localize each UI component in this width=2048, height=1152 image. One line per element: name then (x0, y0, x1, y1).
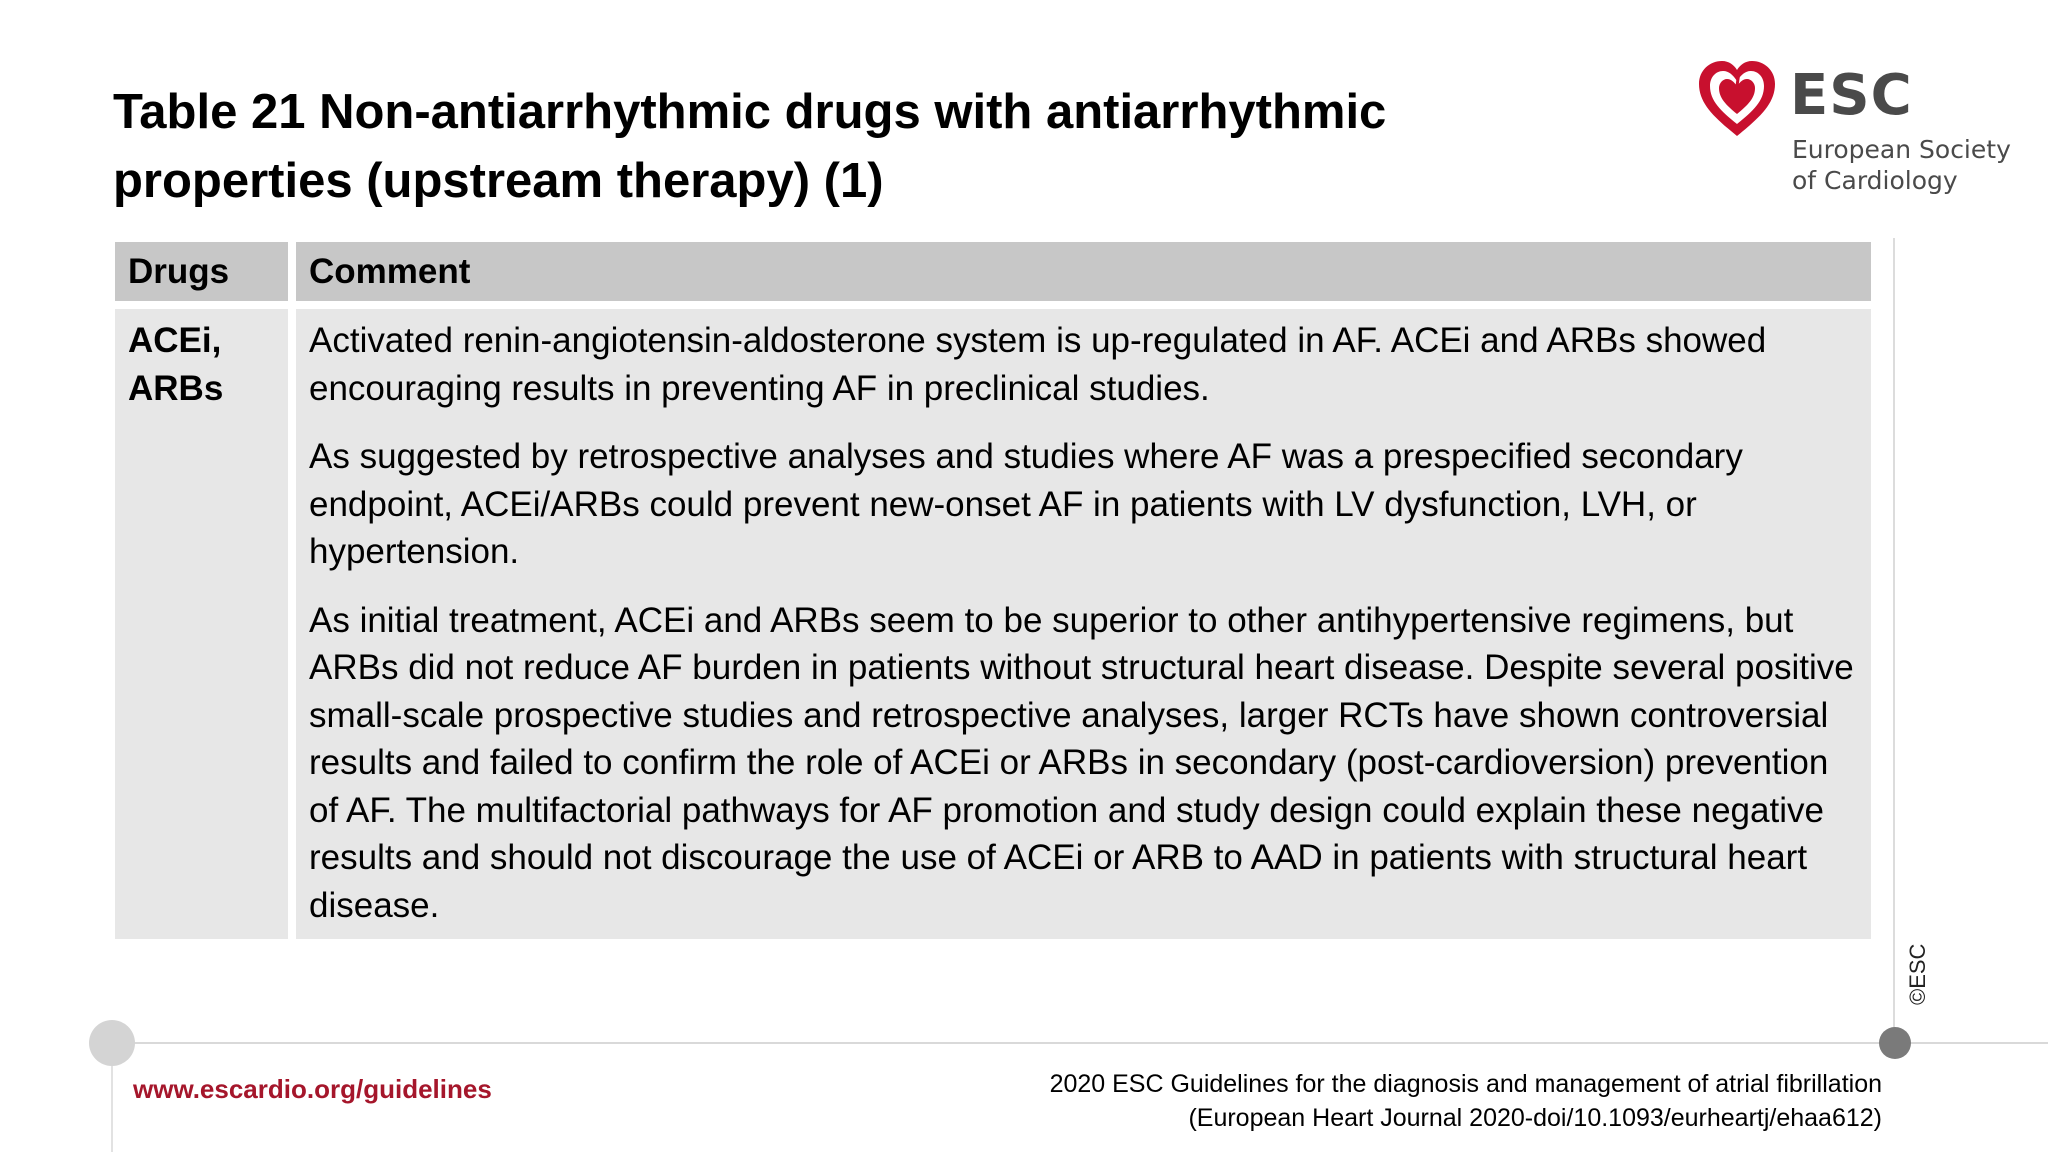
copyright-notice: ©ESC (1905, 943, 1930, 1005)
footer-left-circle-decoration (89, 1020, 135, 1066)
footer-right-circle-decoration (1879, 1027, 1911, 1059)
table-row (115, 309, 1871, 939)
drug-cell: ACEi, ARBs (115, 309, 288, 939)
logo-subtitle-line2: of Cardiology (1792, 166, 1958, 195)
heart-logo-icon (1695, 58, 1779, 142)
esc-logo (1695, 58, 2011, 208)
citation (1050, 1067, 1882, 1135)
citation-line2: (European Heart Journal 2020-doi/10.1093/eurheartj/ehaa612) (1188, 1104, 1882, 1132)
comment-paragraph: Activated renin-angiotensin-aldosterone system is up-regulated in AF. ACEi and ARBs showed encouraging results in preventing AF in preclinical studies. (309, 321, 1767, 408)
footer-vertical-line (111, 1066, 113, 1152)
comment-cell (296, 309, 1871, 939)
comment-paragraph: As suggested by retrospective analyses and studies where AF was a prespecified secondary endpoint, ACEi/ARBs could prevent new-onset AF in patients with LV dysfunction, LVH, or hypertension. (309, 437, 1743, 571)
column-header-comment: Comment (296, 242, 1871, 301)
comment-paragraph: As initial treatment, ACEi and ARBs seem to be superior to other antihypertensive regimens, but ARBs did not reduce AF burden in patients without structural heart disease. Despite several positive small-scale prospective studies and retrospective analyses, larger RCTs have shown controversial results and failed to confirm the role of ACEi or ARBs in secondary (post-cardioversion) prevention of AF. The multifactorial pathways for AF promotion and study design could explain these negative results and should not discourage the use of ACEi or ARB to AAD in patients with structural heart disease. (309, 600, 1854, 925)
logo-wordmark: ESC (1790, 63, 1913, 128)
guidelines-link[interactable]: www.escardio.org/guidelines (133, 1074, 492, 1104)
column-header-drugs: Drugs (115, 242, 288, 301)
right-divider (1893, 238, 1895, 1038)
footer-divider (113, 1042, 2048, 1044)
logo-subtitle-line1: European Society (1792, 135, 2011, 164)
citation-line1: 2020 ESC Guidelines for the diagnosis and management of atrial fibrillation (1049, 1070, 1882, 1098)
logo-subtitle (1792, 134, 2011, 196)
drugs-table (107, 234, 1879, 947)
slide-title: Table 21 Non-antiarrhythmic drugs with antiarrhythmic properties (upstream therapy) (1) (113, 85, 1387, 208)
table-header-row (115, 242, 1871, 301)
